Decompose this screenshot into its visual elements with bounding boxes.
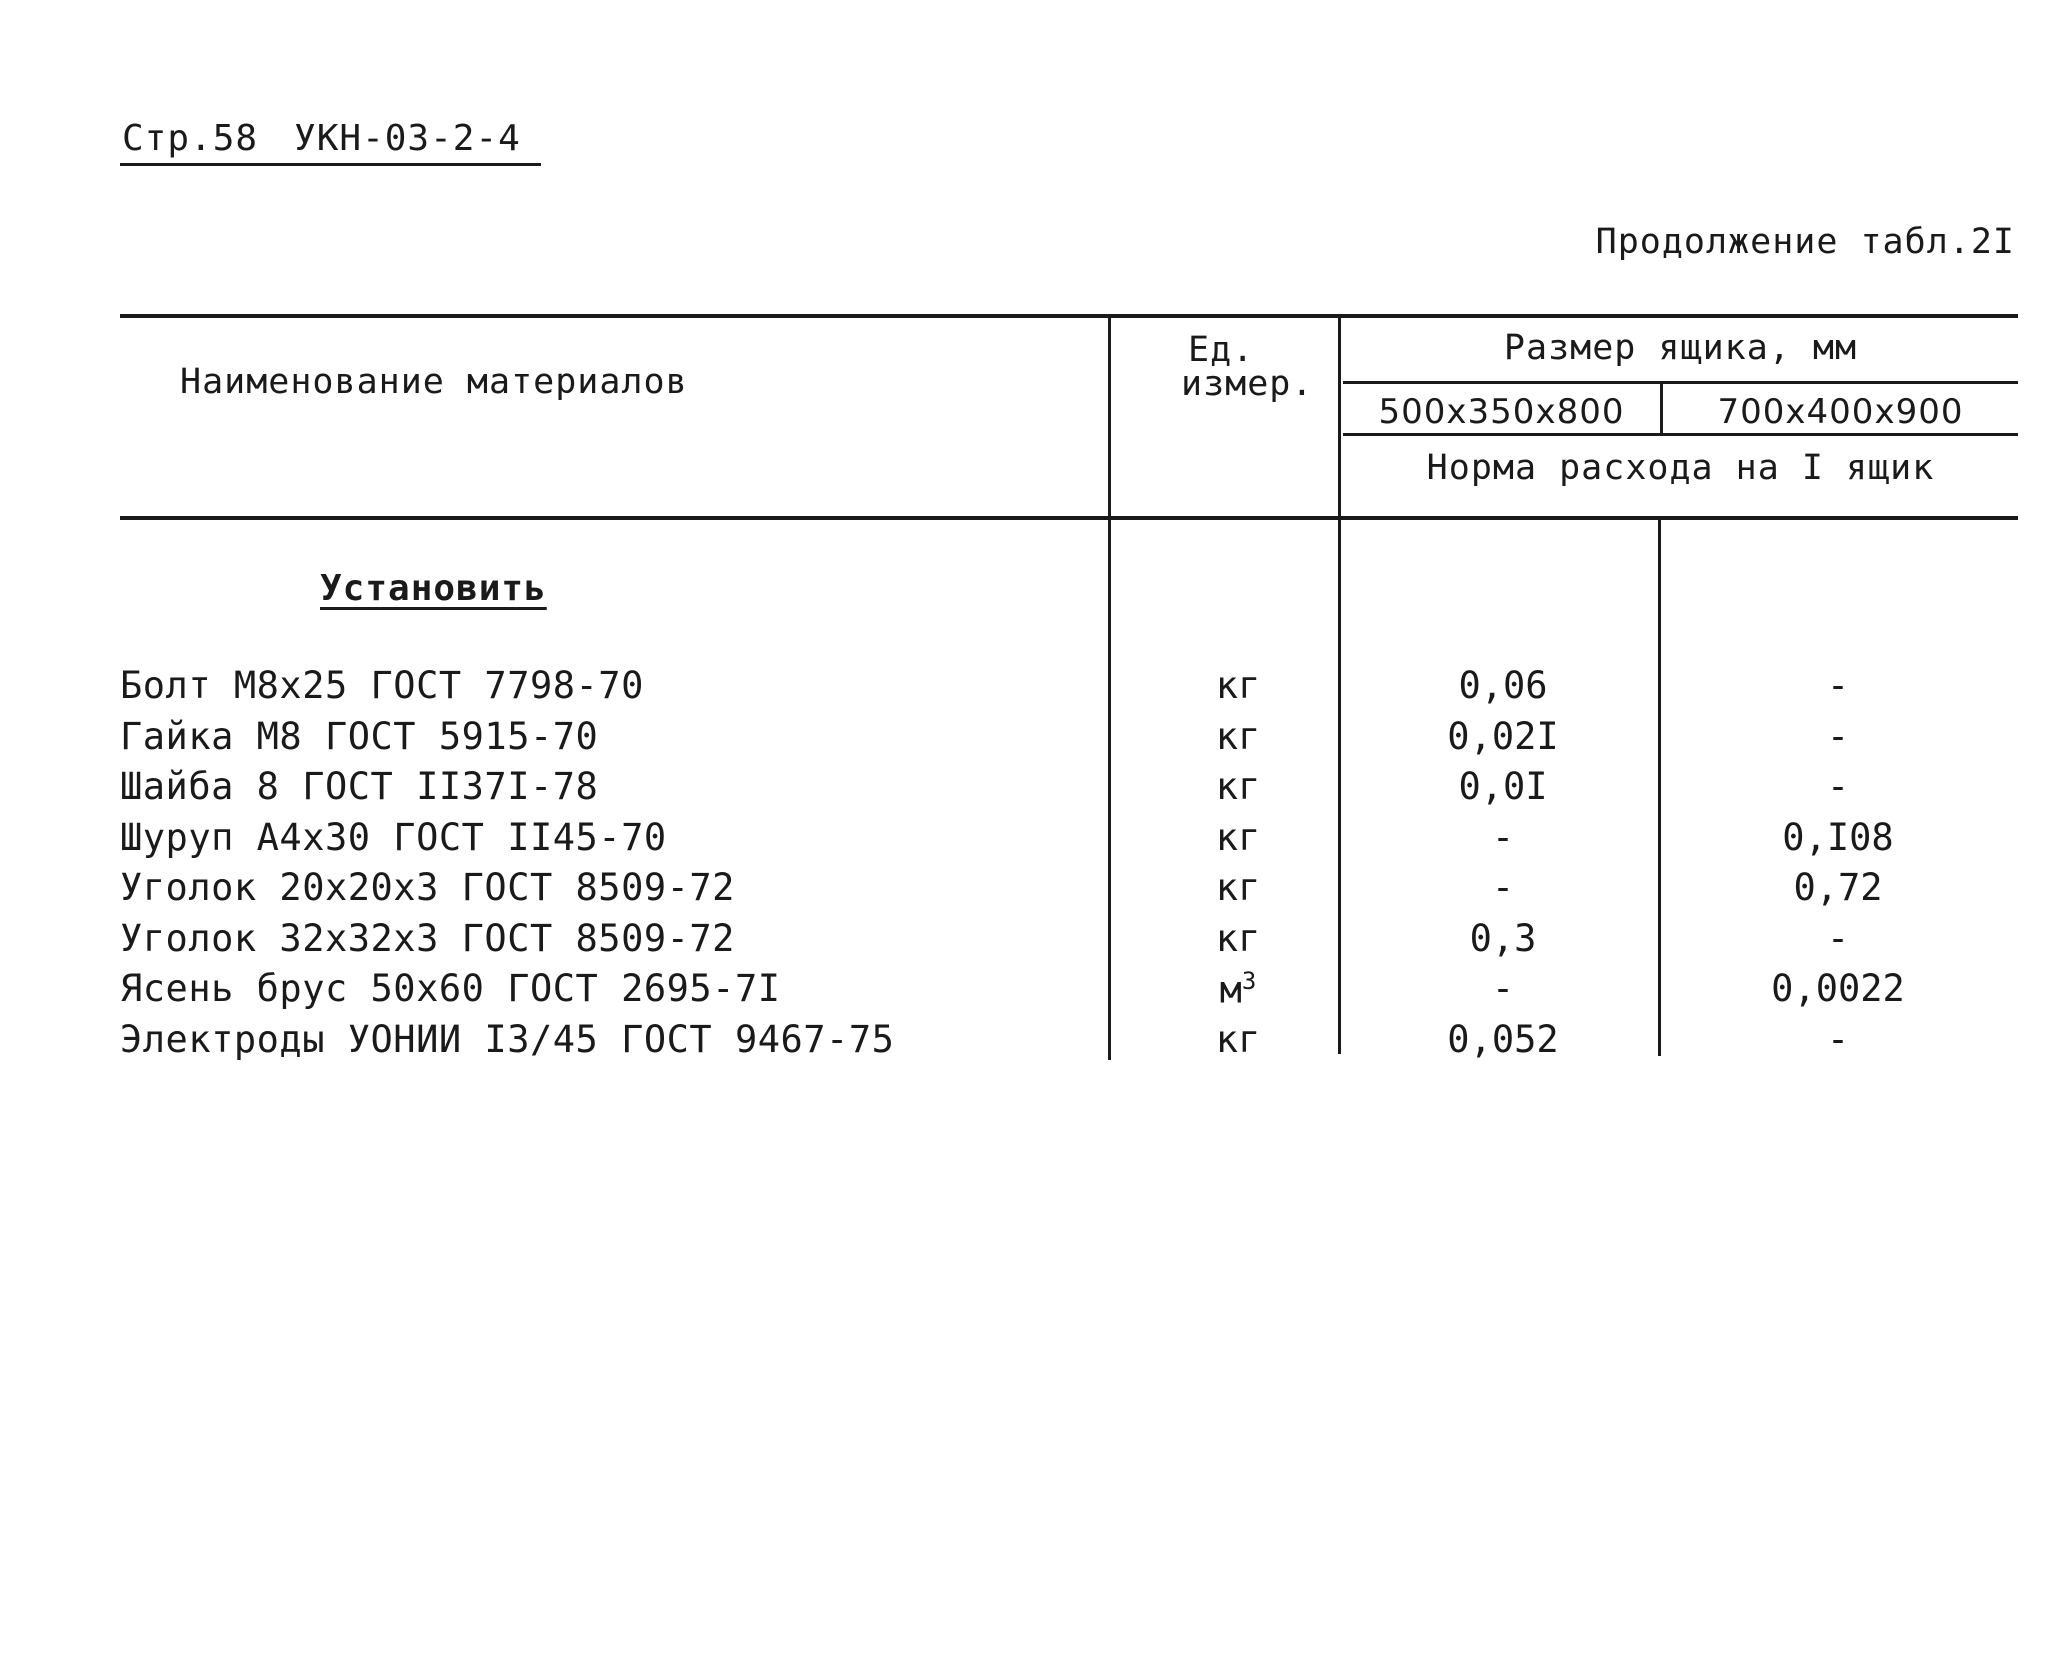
page-header [120, 118, 541, 166]
unit-value: кг [1215, 715, 1261, 758]
norm-value-size-1: 0,06 [1458, 664, 1548, 707]
unit-value: кг [1215, 816, 1261, 859]
unit-value: кг [1215, 917, 1261, 960]
unit-cell [1123, 1018, 1353, 1061]
column-header-size-2: 700x400x900 [1717, 392, 1964, 432]
norm-value-size-1: - [1491, 866, 1515, 909]
column-header-name: Наименование материалов [180, 362, 688, 402]
column-header-norm: Норма расхода на I ящик [1426, 448, 1935, 488]
unit-cell [1123, 917, 1353, 960]
unit-cell [1123, 866, 1353, 909]
column-header-size-1: 500x350x800 [1378, 392, 1625, 432]
norm-value-size-2: - [1826, 664, 1850, 707]
size-group-rule [1343, 381, 2018, 384]
unit-value: кг [1215, 664, 1261, 707]
table-top-rule [120, 314, 2018, 318]
unit-value: м [1219, 968, 1242, 1012]
norm-value-size-2: 0,72 [1793, 866, 1883, 909]
page-number: Стр.58 [122, 118, 259, 159]
size-values-rule [1343, 433, 2018, 436]
material-name: Ясень брус 50х60 ГОСТ 2695-7I [120, 967, 781, 1010]
norm-value-size-1: 0,02I [1447, 715, 1559, 758]
header-bottom-rule [120, 516, 2018, 520]
material-name: Шуруп А4х30 ГОСТ II45-70 [120, 816, 667, 859]
material-name: Электроды УОНИИ I3/45 ГОСТ 9467-75 [120, 1018, 895, 1061]
material-name: Шайба 8 ГОСТ II37I-78 [120, 765, 599, 808]
material-name: Гайка М8 ГОСТ 5915-70 [120, 715, 599, 758]
material-name: Болт М8х25 ГОСТ 7798-70 [120, 664, 644, 707]
unit-cell [1123, 715, 1353, 758]
norm-value-size-2: 0,0022 [1771, 967, 1905, 1010]
norm-value-size-2: - [1826, 715, 1850, 758]
column-header-unit-line1: Ед. [1188, 330, 1255, 370]
norm-value-size-2: 0,I08 [1782, 816, 1894, 859]
unit-value: кг [1215, 765, 1261, 808]
norm-value-size-1: 0,052 [1447, 1018, 1559, 1061]
norm-value-size-1: 0,3 [1469, 917, 1537, 960]
document-code: УКН-03-2-4 [294, 118, 521, 159]
norm-value-size-2: - [1826, 917, 1850, 960]
unit-cell [1123, 967, 1353, 1011]
column-header-size-group: Размер ящика, мм [1503, 328, 1858, 368]
table-continuation-label: Продолжение табл.2I [1595, 222, 2015, 262]
section-title: Установить [320, 568, 547, 609]
unit-cell [1123, 765, 1353, 808]
column-header-unit-line2: измер. [1181, 364, 1314, 404]
norm-value-size-1: - [1491, 967, 1515, 1010]
unit-cell [1123, 816, 1353, 859]
column-divider-name-unit [1108, 314, 1111, 1060]
unit-cell [1123, 664, 1353, 707]
unit-value: кг [1215, 1018, 1261, 1061]
norm-value-size-2: - [1826, 765, 1850, 808]
material-name: Уголок 32х32х3 ГОСТ 8509-72 [120, 917, 735, 960]
material-name: Уголок 20х20х3 ГОСТ 8509-72 [120, 866, 735, 909]
unit-exponent: 3 [1241, 967, 1257, 995]
norm-value-size-2: - [1826, 1018, 1850, 1061]
unit-value: кг [1215, 866, 1261, 909]
norm-value-size-1: 0,0I [1458, 765, 1548, 808]
norm-value-size-1: - [1491, 816, 1515, 859]
